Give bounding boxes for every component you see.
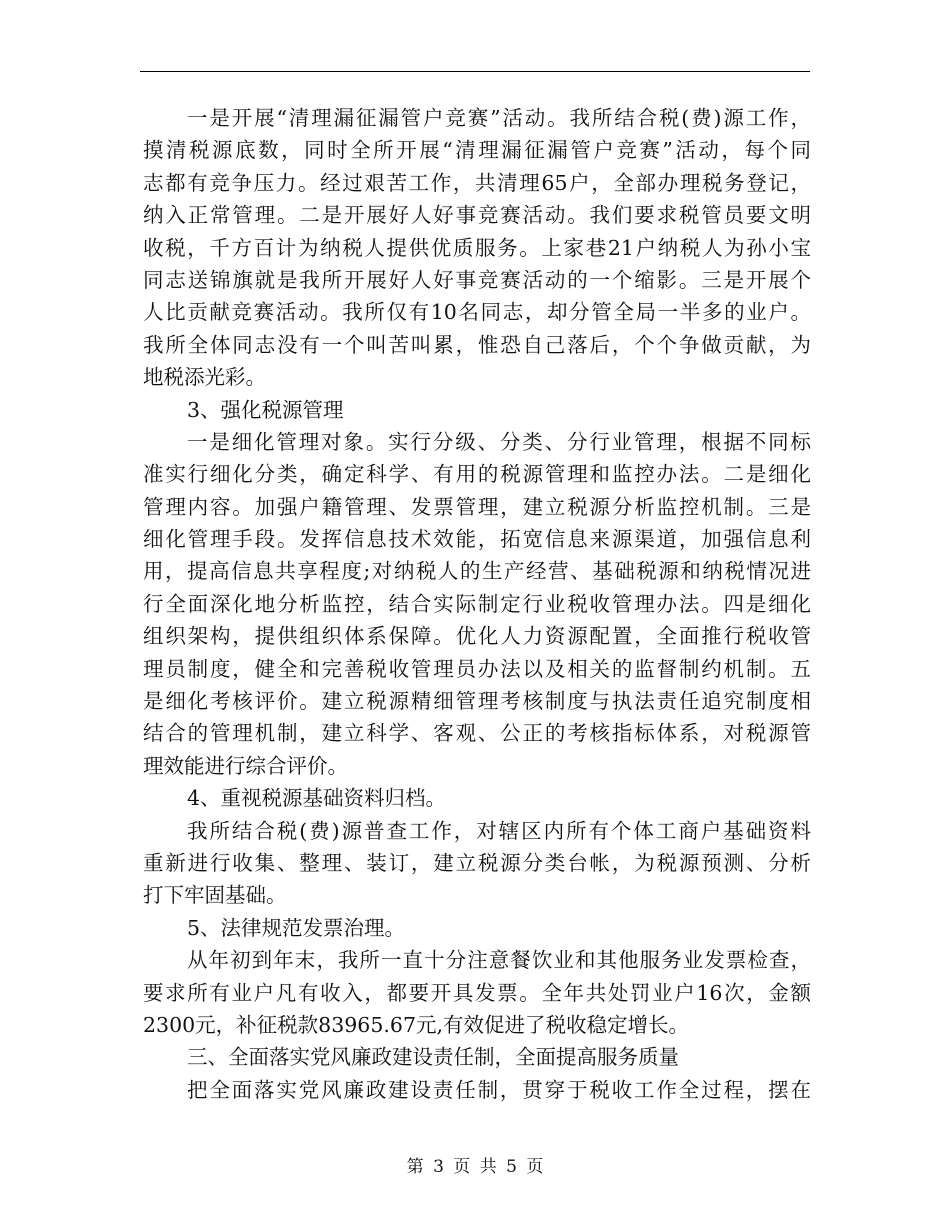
text-line: 结合的管理机制，建立科学、客观、公正的考核指标体系，对税源管 [143, 721, 811, 746]
text-line: 人比贡献竞赛活动。我所仅有10名同志，却分管全局一半多的业户。 [143, 300, 811, 325]
text-line: 组织架构，提供组织体系保障。优化人力资源配置，全面推行税收管 [143, 624, 811, 649]
text-line: 同志送锦旗就是我所开展好人好事竞赛活动的一个缩影。三是开展个 [143, 267, 811, 292]
text-line: 收税，千方百计为纳税人提供优质服务。上家巷21户纳税人为孙小宝 [143, 235, 811, 260]
text-line: 理员制度，健全和完善税收管理员办法以及相关的监督制约机制。五 [143, 656, 811, 681]
section-heading: 三、全面落实党风廉政建设责任制，全面提高服务质量 [187, 1045, 679, 1070]
text-line: 用，提高信息共享程度;对纳税人的生产经营、基础税源和纳税情况进 [143, 559, 811, 584]
text-line: 要求所有业户凡有收入，都要开具发票。全年共处罚业户16次，金额 [143, 980, 811, 1005]
text-line: 我所结合税(费)源普查工作，对辖区内所有个体工商户基础资料 [187, 818, 811, 843]
page-number: 第 3 页 共 5 页 [406, 1157, 544, 1177]
header-rule [140, 71, 810, 72]
text-line: 管理内容。加强户籍管理、发票管理，建立税源分析监控机制。三是 [143, 494, 811, 519]
text-line: 2300元，补征税款83965.67元,有效促进了税收稳定增长。 [143, 1012, 690, 1037]
text-line: 细化管理手段。发挥信息技术效能，拓宽信息来源渠道，加强信息利 [143, 527, 811, 552]
text-line: 一是开展“清理漏征漏管户竞赛”活动。我所结合税(费)源工作， [187, 106, 811, 130]
section-heading: 5、法律规范发票治理。 [187, 915, 406, 940]
text-line: 摸清税源底数，同时全所开展“清理漏征漏管户竞赛”活动，每个同 [143, 138, 811, 163]
text-line: 理效能进行综合评价。 [143, 753, 348, 778]
text-line: 行全面深化地分析监控，结合实际制定行业税收管理办法。四是细化 [143, 591, 811, 616]
section-heading: 3、强化税源管理 [187, 397, 344, 422]
text-line: 准实行细化分类，确定科学、有用的税源管理和监控办法。二是细化 [143, 462, 811, 487]
text-line: 我所全体同志没有一个叫苦叫累，惟恐自己落后，个个争做贡献，为 [143, 332, 811, 357]
text-line: 重新进行收集、整理、装订，建立税源分类台帐，为税源预测、分析 [143, 850, 811, 875]
text-line: 一是细化管理对象。实行分级、分类、分行业管理，根据不同标 [187, 429, 811, 454]
section-heading: 4、重视税源基础资料归档。 [187, 786, 447, 811]
text-line: 是细化考核评价。建立税源精细管理考核制度与执法责任追究制度相 [143, 689, 811, 714]
text-line: 纳入正常管理。二是开展好人好事竞赛活动。我们要求税管员要文明 [143, 203, 811, 228]
text-line: 把全面落实党风廉政建设责任制，贯穿于税收工作全过程，摆在 [187, 1077, 811, 1102]
text-line: 志都有竞争压力。经过艰苦工作，共清理65户，全部办理税务登记， [143, 170, 811, 195]
document-body [143, 102, 811, 1106]
text-line: 打下牢固基础。 [143, 883, 287, 908]
text-line: 从年初到年末，我所一直十分注意餐饮业和其他服务业发票检查， [187, 948, 811, 973]
text-line: 地税添光彩。 [143, 365, 266, 390]
